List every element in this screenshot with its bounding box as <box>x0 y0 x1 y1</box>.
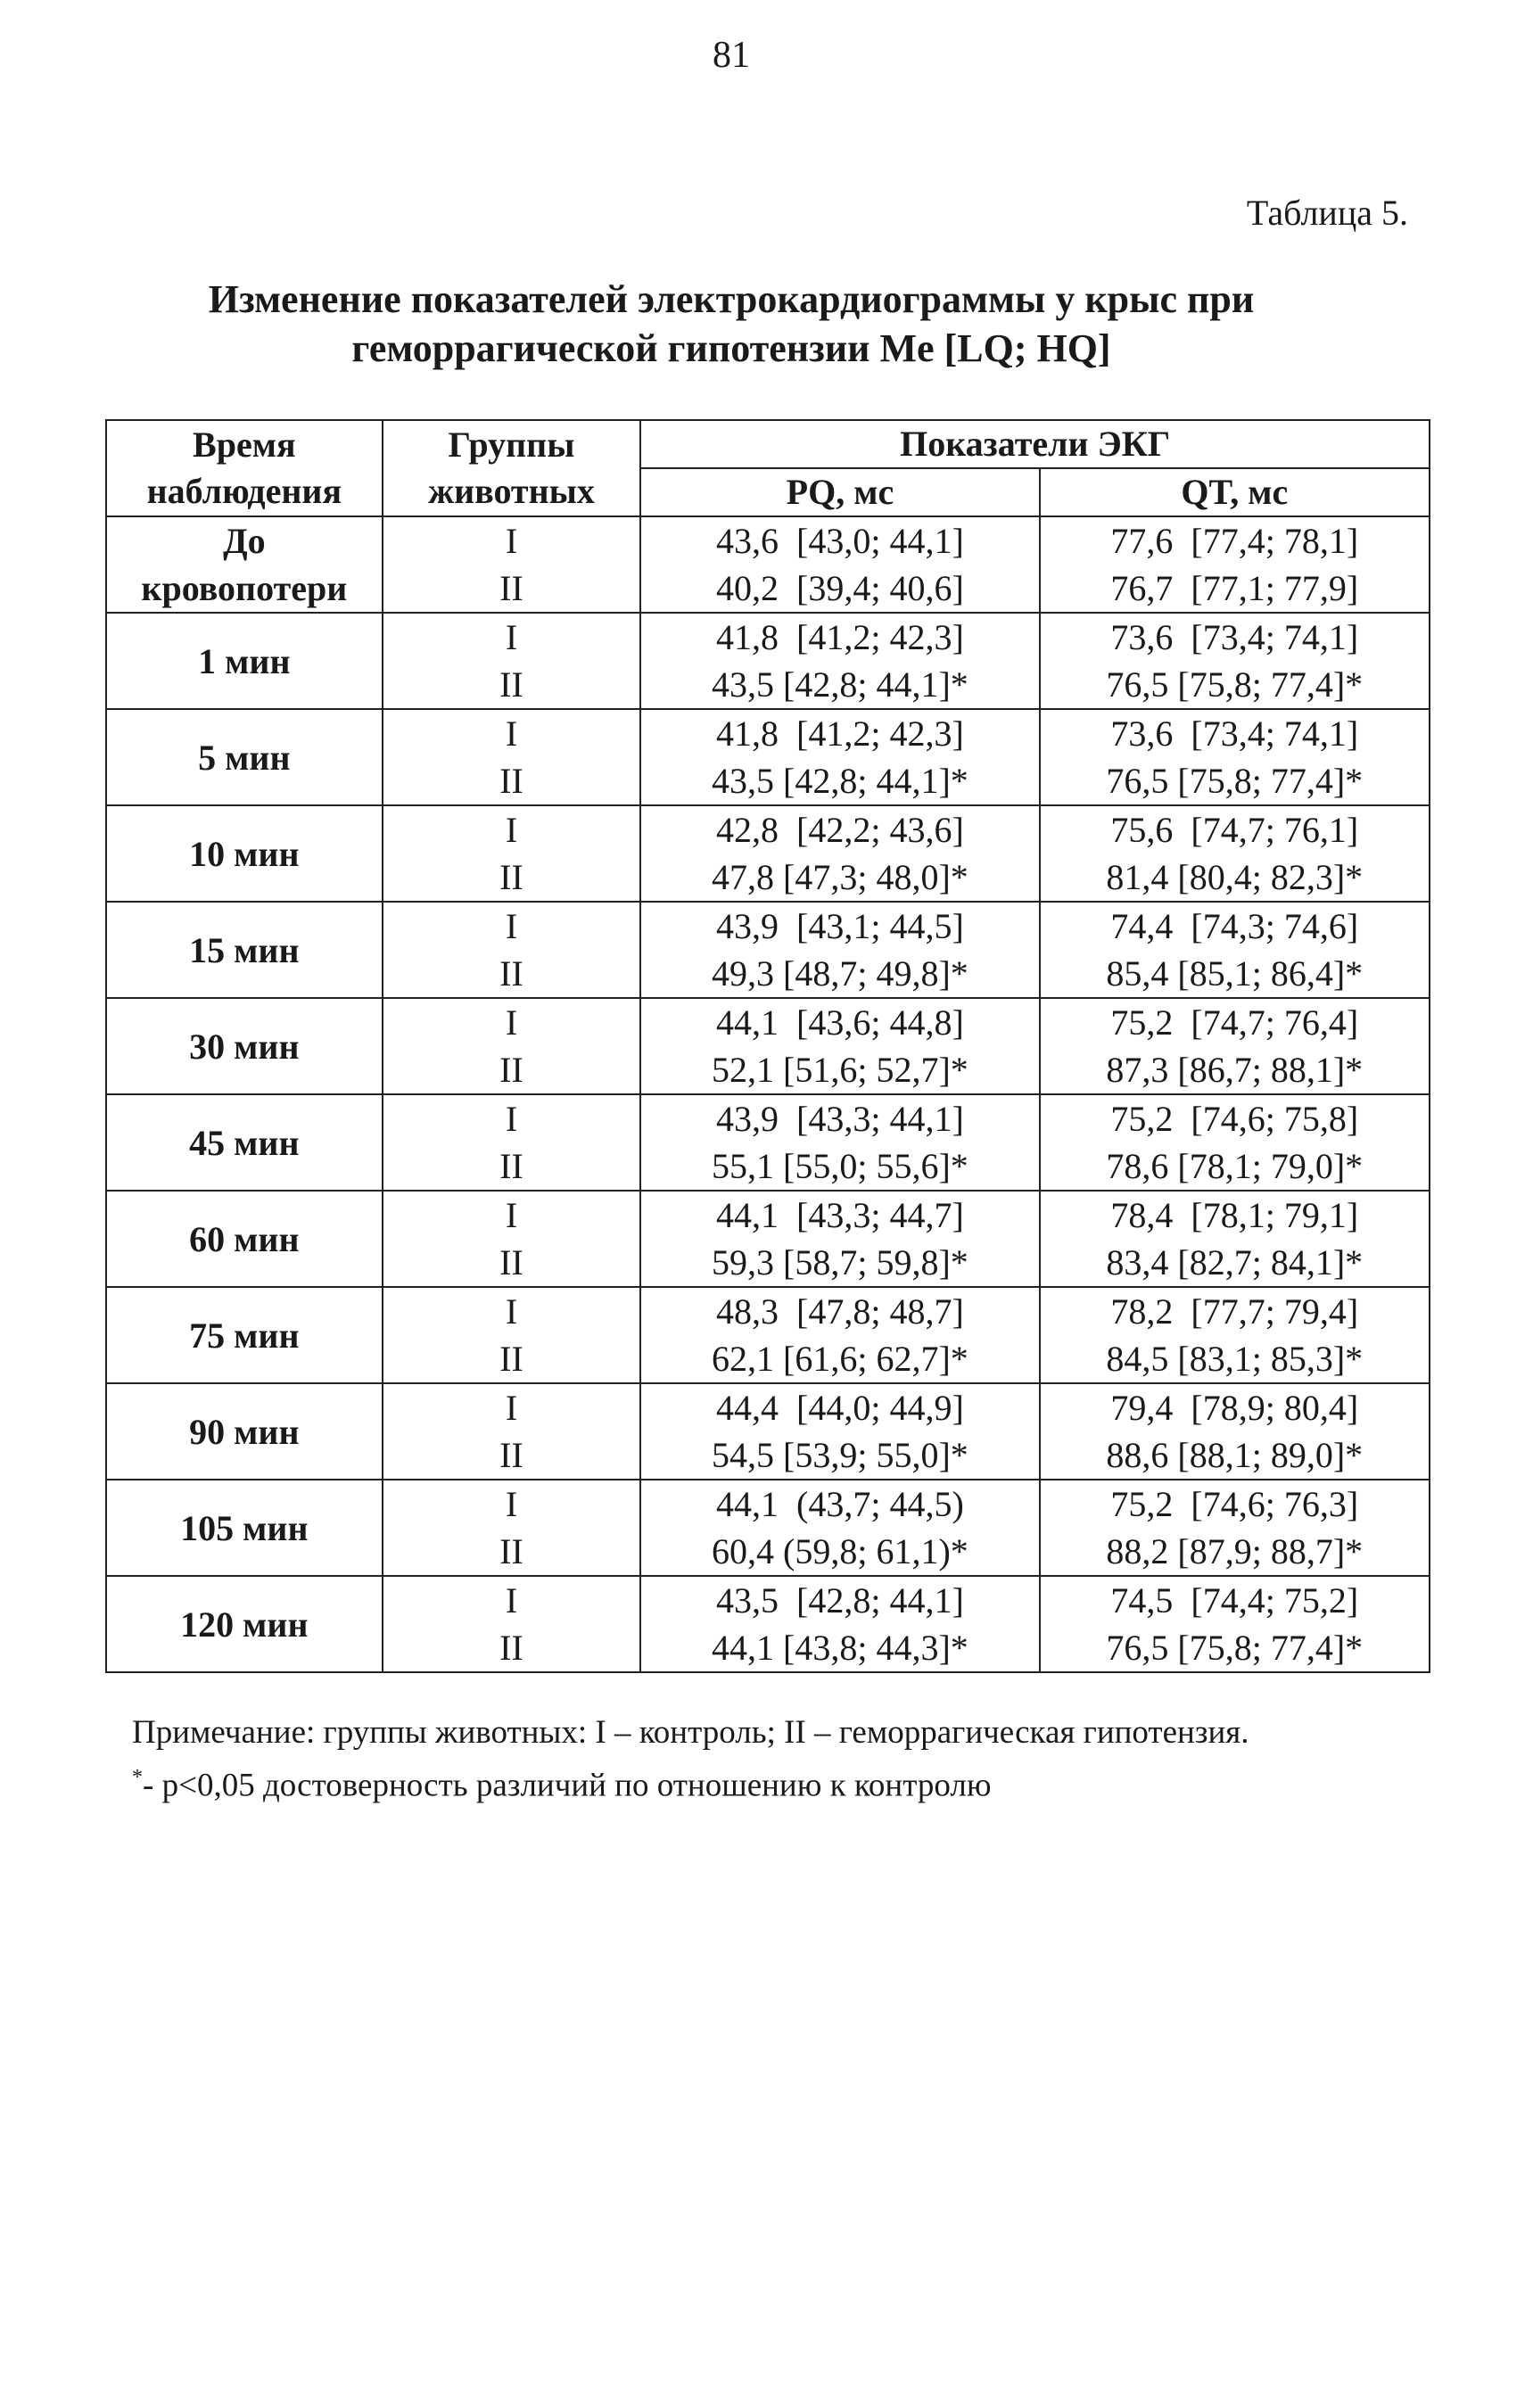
pq-cell-line-2: 54,5 [53,9; 55,0]* <box>712 1435 968 1475</box>
table-row <box>106 805 1430 902</box>
note-line-2-text: - p<0,05 достоверность различий по отношению к контролю <box>143 1767 992 1804</box>
header-groups <box>383 420 641 516</box>
group-cell-line-1: I <box>505 617 518 657</box>
pq-cell-line-2: 47,8 [47,3; 48,0]* <box>712 857 968 897</box>
qt-cell-line-1: 79,4 [78,9; 80,4] <box>1110 1388 1359 1428</box>
time-cell-line-1: 105 мин <box>180 1507 309 1548</box>
table-row <box>106 998 1430 1094</box>
note-asterisk: * <box>132 1766 143 1789</box>
qt-cell <box>1040 1576 1430 1672</box>
time-cell-line-1: 45 мин <box>189 1122 300 1163</box>
qt-cell-line-2: 76,5 [75,8; 77,4]* <box>1106 1628 1364 1668</box>
time-cell <box>106 1094 383 1191</box>
qt-cell-line-2: 83,4 [82,7; 84,1]* <box>1106 1242 1364 1282</box>
pq-cell <box>640 805 1039 902</box>
group-cell-line-2: II <box>499 1146 523 1186</box>
group-cell <box>383 709 641 805</box>
header-row-1 <box>106 420 1430 468</box>
qt-cell-line-1: 75,6 [74,7; 76,1] <box>1110 810 1359 850</box>
group-cell <box>383 1383 641 1480</box>
table-body <box>106 516 1430 1672</box>
time-cell-line-1: До <box>223 521 266 561</box>
pq-cell-line-1: 43,9 [43,3; 44,1] <box>716 1099 964 1139</box>
time-cell <box>106 613 383 709</box>
group-cell-line-2: II <box>499 953 523 994</box>
pq-cell <box>640 1576 1039 1672</box>
table-row <box>106 902 1430 998</box>
table-row <box>106 1287 1430 1383</box>
time-cell <box>106 709 383 805</box>
pq-cell <box>640 1480 1039 1576</box>
time-cell <box>106 998 383 1094</box>
group-cell <box>383 998 641 1094</box>
time-cell <box>106 1480 383 1576</box>
pq-cell <box>640 613 1039 709</box>
table-row <box>106 1191 1430 1287</box>
pq-cell <box>640 1287 1039 1383</box>
qt-cell <box>1040 1191 1430 1287</box>
pq-cell <box>640 1383 1039 1480</box>
time-cell <box>106 902 383 998</box>
header-pq: PQ, мс <box>640 468 1039 516</box>
qt-cell-line-1: 73,6 [73,4; 74,1] <box>1110 617 1359 657</box>
pq-cell <box>640 1094 1039 1191</box>
pq-cell <box>640 516 1039 613</box>
group-cell-line-2: II <box>499 761 523 801</box>
qt-cell-line-1: 78,4 [78,1; 79,1] <box>1110 1195 1359 1235</box>
pq-cell-line-2: 40,2 [39,4; 40,6] <box>716 568 964 608</box>
group-cell-line-1: I <box>505 1484 518 1524</box>
qt-cell-line-2: 88,6 [88,1; 89,0]* <box>1106 1435 1364 1475</box>
group-cell-line-1: I <box>505 713 518 754</box>
pq-cell-line-1: 43,6 [43,0; 44,1] <box>716 521 964 561</box>
table-label: Таблица 5. <box>1246 193 1408 233</box>
header-time <box>106 420 383 516</box>
header-groups-line-1: Группы <box>448 425 575 465</box>
page-number: 81 <box>713 35 750 76</box>
time-cell <box>106 1576 383 1672</box>
time-cell-line-1: 10 мин <box>189 833 300 874</box>
table-row <box>106 1480 1430 1576</box>
pq-cell-line-1: 41,8 [41,2; 42,3] <box>716 713 964 754</box>
pq-cell-line-2: 49,3 [48,7; 49,8]* <box>712 953 968 994</box>
group-cell-line-1: I <box>505 1291 518 1332</box>
pq-cell-line-2: 60,4 (59,8; 61,1)* <box>712 1531 968 1571</box>
group-cell-line-2: II <box>499 568 523 608</box>
qt-cell-line-2: 85,4 [85,1; 86,4]* <box>1106 953 1364 994</box>
group-cell <box>383 613 641 709</box>
group-cell <box>383 1576 641 1672</box>
pq-cell <box>640 998 1039 1094</box>
pq-cell-line-1: 41,8 [41,2; 42,3] <box>716 617 964 657</box>
time-cell-line-1: 5 мин <box>198 737 291 778</box>
pq-cell-line-1: 42,8 [42,2; 43,6] <box>716 810 964 850</box>
group-cell-line-2: II <box>499 1339 523 1379</box>
group-cell <box>383 902 641 998</box>
group-cell-line-2: II <box>499 1628 523 1668</box>
qt-cell-line-1: 75,2 [74,6; 76,3] <box>1110 1484 1359 1524</box>
note-line-2 <box>132 1755 1249 1808</box>
title-line-1: Изменение показателей электрокардиограммы у крыс при <box>208 277 1255 321</box>
pq-cell-line-1: 43,5 [42,8; 44,1] <box>716 1580 964 1620</box>
group-cell-line-1: I <box>505 1388 518 1428</box>
time-cell <box>106 1191 383 1287</box>
qt-cell-line-1: 77,6 [77,4; 78,1] <box>1110 521 1359 561</box>
group-cell-line-1: I <box>505 1099 518 1139</box>
qt-cell <box>1040 709 1430 805</box>
group-cell-line-1: I <box>505 906 518 946</box>
time-cell <box>106 516 383 613</box>
group-cell <box>383 805 641 902</box>
group-cell <box>383 1287 641 1383</box>
qt-cell-line-1: 78,2 [77,7; 79,4] <box>1110 1291 1359 1332</box>
qt-cell <box>1040 805 1430 902</box>
table-row <box>106 1383 1430 1480</box>
qt-cell-line-2: 87,3 [86,7; 88,1]* <box>1106 1050 1364 1090</box>
group-cell-line-2: II <box>499 1531 523 1571</box>
note-line-1: Примечание: группы животных: I – контроль; II – геморрагическая гипотензия. <box>132 1714 1249 1751</box>
group-cell-line-2: II <box>499 857 523 897</box>
time-cell <box>106 1287 383 1383</box>
time-cell-line-1: 30 мин <box>189 1026 300 1067</box>
group-cell-line-2: II <box>499 1435 523 1475</box>
ecg-table <box>105 419 1430 1673</box>
title-line-2: геморрагической гипотензии Me [LQ; HQ] <box>351 326 1111 370</box>
time-cell-line-2: кровопотери <box>141 568 348 608</box>
pq-cell-line-2: 55,1 [55,0; 55,6]* <box>712 1146 968 1186</box>
qt-cell-line-2: 76,7 [77,1; 77,9] <box>1110 568 1359 608</box>
table-title <box>107 275 1356 373</box>
table-row <box>106 1094 1430 1191</box>
time-cell-line-1: 120 мин <box>180 1604 309 1645</box>
group-cell <box>383 1480 641 1576</box>
pq-cell-line-1: 44,1 [43,3; 44,7] <box>716 1195 964 1235</box>
table-row <box>106 1576 1430 1672</box>
pq-cell <box>640 709 1039 805</box>
group-cell-line-1: I <box>505 1002 518 1043</box>
pq-cell <box>640 902 1039 998</box>
qt-cell <box>1040 1480 1430 1576</box>
pq-cell-line-1: 44,4 [44,0; 44,9] <box>716 1388 964 1428</box>
group-cell <box>383 1191 641 1287</box>
header-time-line-1: Время <box>193 425 296 465</box>
qt-cell <box>1040 516 1430 613</box>
pq-cell-line-2: 59,3 [58,7; 59,8]* <box>712 1242 968 1282</box>
pq-cell-line-1: 48,3 [47,8; 48,7] <box>716 1291 964 1332</box>
header-qt: QT, мс <box>1040 468 1430 516</box>
qt-cell <box>1040 1383 1430 1480</box>
time-cell <box>106 805 383 902</box>
table-row <box>106 516 1430 613</box>
header-ecg: Показатели ЭКГ <box>640 420 1430 468</box>
time-cell-line-1: 15 мин <box>189 929 300 970</box>
time-cell <box>106 1383 383 1480</box>
header-time-line-2: наблюдения <box>146 471 342 511</box>
time-cell-line-1: 60 мин <box>189 1218 300 1259</box>
qt-cell-line-1: 75,2 [74,6; 75,8] <box>1110 1099 1359 1139</box>
pq-cell <box>640 1191 1039 1287</box>
qt-cell-line-1: 75,2 [74,7; 76,4] <box>1110 1002 1359 1043</box>
qt-cell-line-2: 78,6 [78,1; 79,0]* <box>1106 1146 1364 1186</box>
qt-cell <box>1040 902 1430 998</box>
group-cell-line-1: I <box>505 521 518 561</box>
pq-cell-line-2: 43,5 [42,8; 44,1]* <box>712 664 968 705</box>
group-cell-line-2: II <box>499 1050 523 1090</box>
qt-cell <box>1040 998 1430 1094</box>
table-row <box>106 613 1430 709</box>
pq-cell-line-2: 44,1 [43,8; 44,3]* <box>712 1628 968 1668</box>
time-cell-line-1: 1 мин <box>198 640 291 681</box>
group-cell-line-1: I <box>505 1580 518 1620</box>
qt-cell-line-2: 84,5 [83,1; 85,3]* <box>1106 1339 1364 1379</box>
qt-cell <box>1040 1287 1430 1383</box>
qt-cell-line-2: 76,5 [75,8; 77,4]* <box>1106 664 1364 705</box>
qt-cell-line-2: 88,2 [87,9; 88,7]* <box>1106 1531 1364 1571</box>
time-cell-line-1: 75 мин <box>189 1315 300 1356</box>
qt-cell-line-1: 73,6 [73,4; 74,1] <box>1110 713 1359 754</box>
group-cell <box>383 1094 641 1191</box>
pq-cell-line-2: 52,1 [51,6; 52,7]* <box>712 1050 968 1090</box>
qt-cell-line-1: 74,4 [74,3; 74,6] <box>1110 906 1359 946</box>
group-cell-line-1: I <box>505 810 518 850</box>
time-cell-line-1: 90 мин <box>189 1411 300 1452</box>
group-cell-line-2: II <box>499 664 523 705</box>
header-groups-line-2: животных <box>428 471 595 511</box>
table-row <box>106 709 1430 805</box>
qt-cell-line-1: 74,5 [74,4; 75,2] <box>1110 1580 1359 1620</box>
pq-cell-line-1: 44,1 (43,7; 44,5) <box>716 1484 964 1524</box>
qt-cell-line-2: 81,4 [80,4; 82,3]* <box>1106 857 1364 897</box>
pq-cell-line-2: 62,1 [61,6; 62,7]* <box>712 1339 968 1379</box>
qt-cell <box>1040 1094 1430 1191</box>
table-note <box>132 1711 1249 1808</box>
qt-cell-line-2: 76,5 [75,8; 77,4]* <box>1106 761 1364 801</box>
pq-cell-line-1: 44,1 [43,6; 44,8] <box>716 1002 964 1043</box>
qt-cell <box>1040 613 1430 709</box>
group-cell <box>383 516 641 613</box>
group-cell-line-2: II <box>499 1242 523 1282</box>
group-cell-line-1: I <box>505 1195 518 1235</box>
pq-cell-line-2: 43,5 [42,8; 44,1]* <box>712 761 968 801</box>
pq-cell-line-1: 43,9 [43,1; 44,5] <box>716 906 964 946</box>
